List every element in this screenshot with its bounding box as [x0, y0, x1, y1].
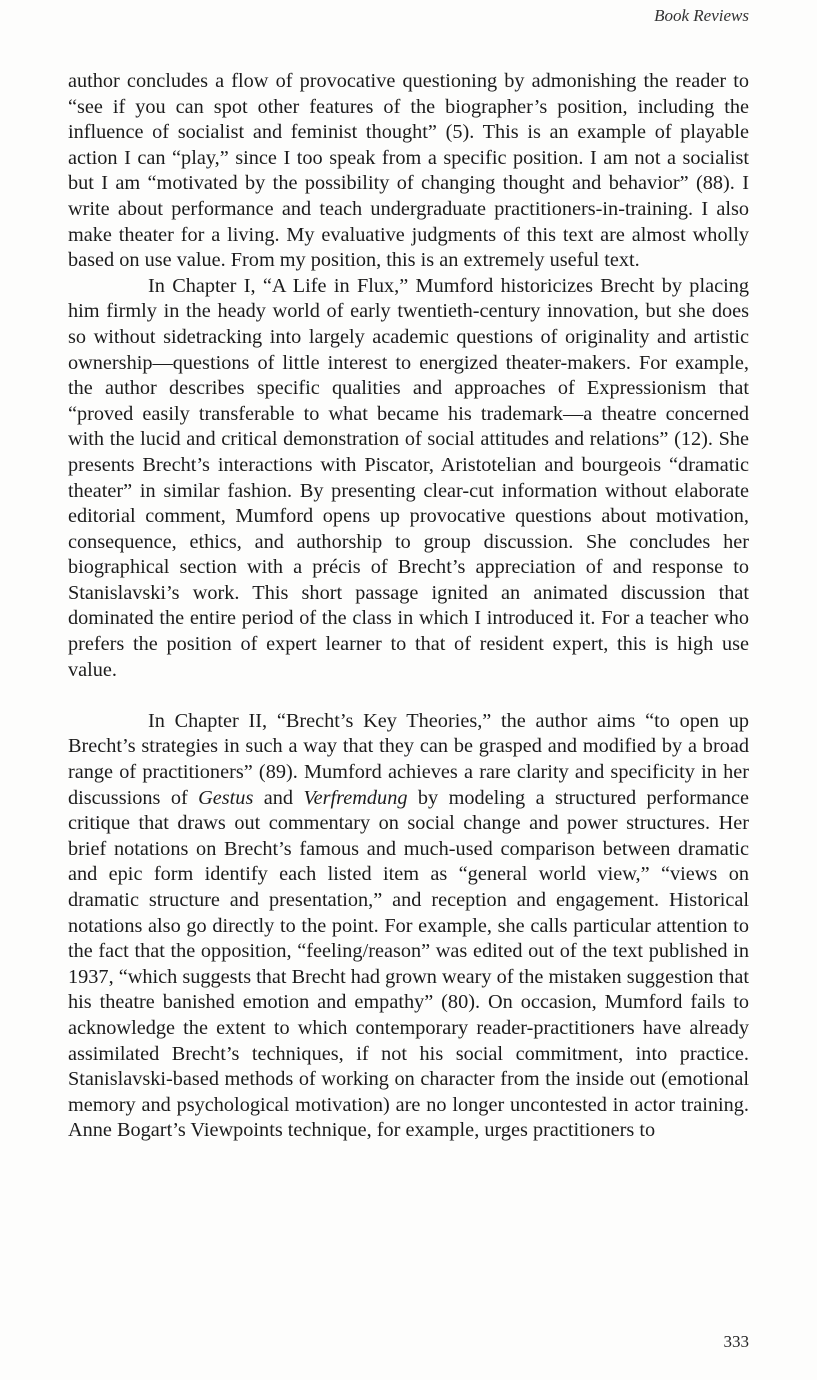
running-header: Book Reviews — [654, 6, 749, 25]
text-segment: and — [253, 786, 304, 809]
page-number: 333 — [723, 1332, 749, 1351]
italic-term-gestus: Gestus — [198, 786, 254, 809]
review-body — [68, 69, 749, 1144]
text-segment: author concludes a flow of provocative questioning by admonishing the reader to “see if you can spot other features of the biographer’s position, including the influence of socialist and feminist thought” (5). This is an example of playable action I can “play,” since I too speak from a specific position. I am not a socialist but I am “motivated by the possibility of changing thought and behavior” (88). I write about performance and teach undergraduate practitioners-in-training. I also make theater for a living. My evaluative judgments of this text are almost wholly based on use value. From my position, this is an extremely useful text. — [68, 70, 749, 272]
italic-term-verfremdung: Verfremdung — [303, 786, 408, 809]
paragraph-chapter-one — [68, 274, 749, 684]
text-segment: In Chapter II, “Brecht’s Key Theories,” the author aims “to open up Brecht’s strategies in such a way that they can be grasped and modified by a broad range of practitioners” (89). Mumford achieves a rare clarity and specificity in her discussions of — [68, 709, 749, 809]
text-segment: In Chapter I, “A Life in Flux,” Mumford historicizes Brecht by placing him firmly in the heady world of early twentieth-century innovation, but she does so without sidetracking into largely academic questions of originality and artistic ownership—questions of little interest to energized theater-makers. For example, the author describes specific qualities and approaches of Expressionism that “proved easily transferable to what became his trademark—a theatre concerned with the lucid and critical demonstration of social attitudes and relations” (12). She presents Brecht’s interactions with Piscator, Aristotelian and bourgeois “dramatic theater” in similar fashion. By presenting clear-cut information without elaborate editorial comment, Mumford opens up provocative questions about motivation, consequence, ethics, and authorship to group discussion. She concludes her biographical section with a précis of Brecht’s appreciation of and response to Stanislavski’s work. This short passage ignited an animated discussion that dominated the entire period of the class in which I introduced it. For a teacher who prefers the position of expert learner to that of resident expert, this is high use value. — [68, 274, 749, 681]
paragraph-chapter-two — [68, 709, 749, 1144]
text-segment: by modeling a structured performance critique that draws out commentary on social change and power structures. Her brief notations on Brecht’s famous and much-used comparison between dramatic and epic form identify each listed item as “general world view,” “views on dramatic structure and presentation,” and reception and engagement. Historical notations also go directly to the point. For example, she calls particular attention to the fact that the opposition, “feeling/reason” was edited out of the text published in 1937, “which suggests that Brecht had grown weary of the mistaken suggestion that his theatre banished emotion and empathy” (80). On occasion, Mumford fails to acknowledge the extent to which contemporary reader-practitioners have already assimilated Brecht’s techniques, if not his social commitment, into practice. Stanislavski-based methods of working on character from the inside out (emotional memory and psychological motivation) are no longer uncontested in actor training. Anne Bogart’s Viewpoints technique, for example, urges practitioners to — [68, 786, 749, 1142]
paragraph-continuation — [68, 69, 749, 274]
